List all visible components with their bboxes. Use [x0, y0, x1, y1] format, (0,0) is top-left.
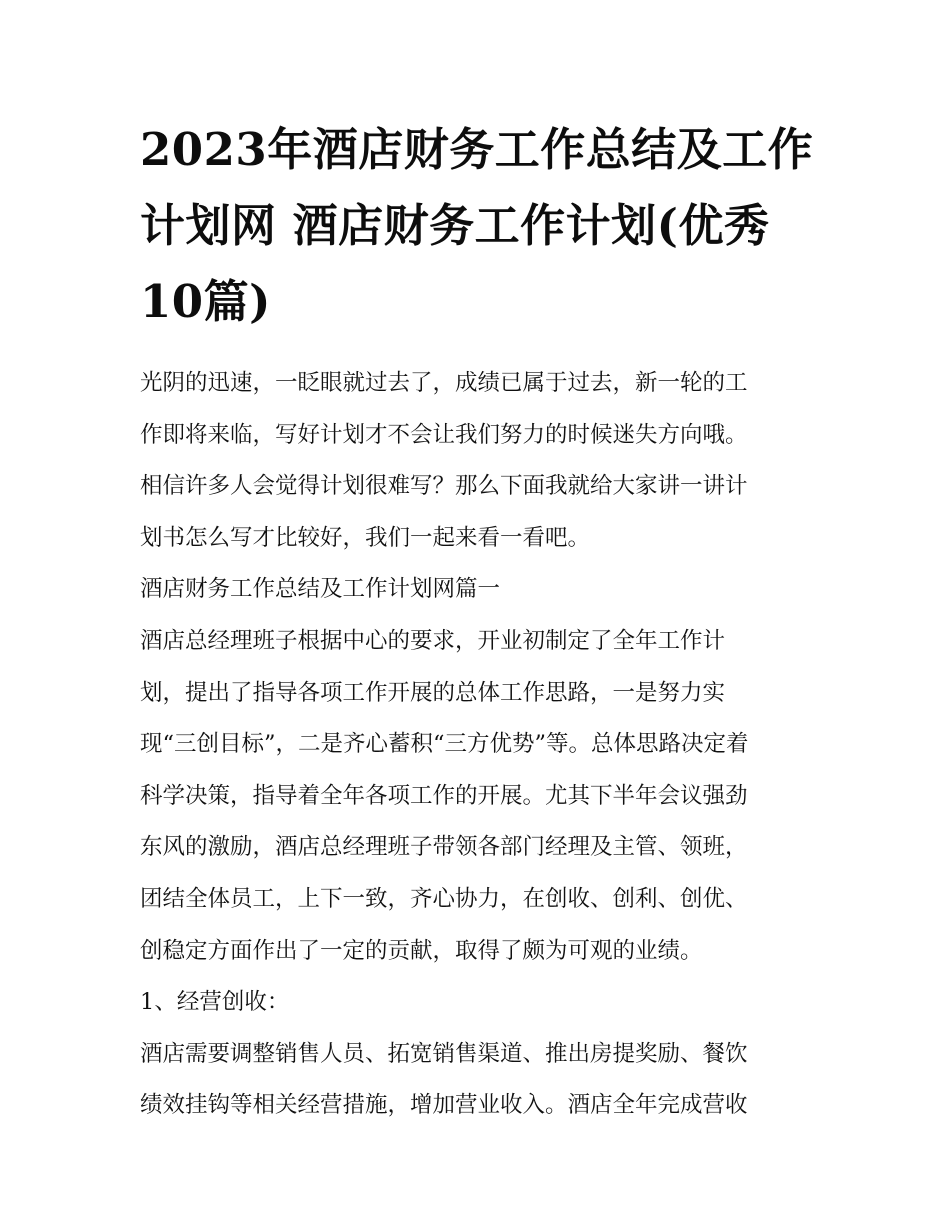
document-title: 2023年酒店财务工作总结及工作计划网 酒店财务工作计划(优秀10篇): [140, 123, 814, 328]
text-line: 酒店需要调整销售人员、拓宽销售渠道、推出房提奖励、餐饮: [140, 1040, 748, 1067]
text-line: 酒店总经理班子根据中心的要求，开业初制定了全年工作计: [140, 627, 726, 654]
text-line: 划，提出了指导各项工作开展的总体工作思路，一是努力实: [140, 679, 726, 706]
section-heading: [140, 564, 816, 616]
text-line: 东风的激励，酒店总经理班子带领各部门经理及主管、领班，: [140, 834, 748, 861]
text-line: 1、经营创收：: [140, 989, 290, 1016]
paragraph-intro: [140, 358, 816, 564]
paragraph-operations: [140, 1029, 816, 1132]
list-heading: [140, 977, 816, 1029]
text-line: 光阴的迅速，一眨眼就过去了，成绩已属于过去，新一轮的工: [140, 370, 748, 396]
document-body: [140, 358, 816, 1132]
text-line: 团结全体员工，上下一致，齐心协力，在创收、创利、创优、: [140, 885, 748, 912]
text-line: 绩效挂钩等相关经营措施，增加营业收入。酒店全年完成营收: [140, 1092, 748, 1119]
text-line: 相信许多人会觉得计划很难写？那么下面我就给大家讲一讲计: [140, 473, 748, 500]
text-line: 科学决策，指导着全年各项工作的开展。尤其下半年会议强劲: [140, 782, 748, 809]
text-line: 划书怎么写才比较好，我们一起来看一看吧。: [140, 524, 591, 551]
paragraph-summary: [140, 616, 816, 977]
text-line: 创稳定方面作出了一定的贡献，取得了颇为可观的业绩。: [140, 937, 703, 964]
text-line: 酒店财务工作总结及工作计划网篇一: [140, 576, 501, 603]
text-line: 作即将来临，写好计划才不会让我们努力的时候迷失方向哦。: [140, 421, 748, 448]
document-page: [140, 112, 816, 1132]
text-line: 现“三创目标”，二是齐心蓄积“三方优势”等。总体思路决定着: [140, 731, 749, 758]
